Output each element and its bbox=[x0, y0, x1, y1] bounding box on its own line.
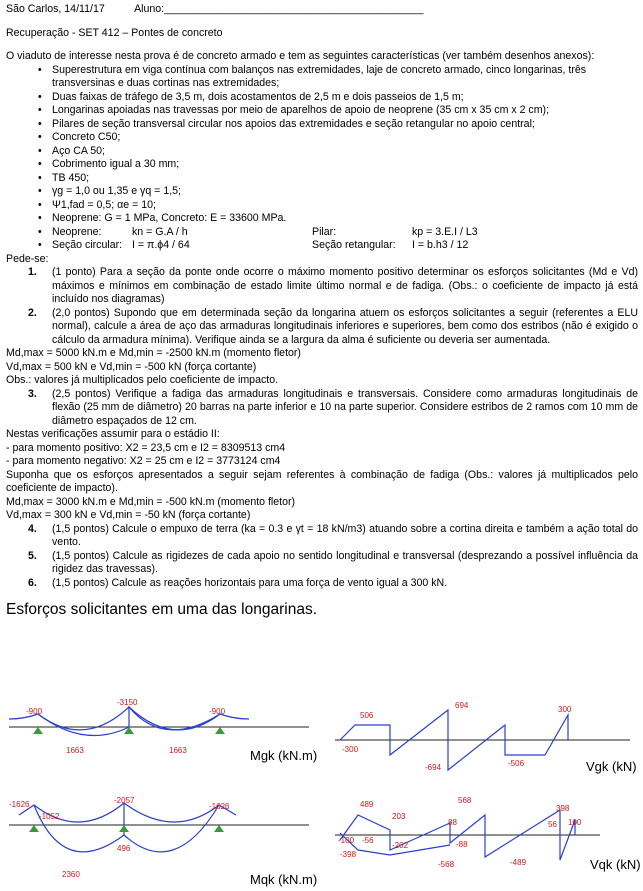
value-label: -88 bbox=[456, 840, 468, 849]
question-2-line: Vd,max = 500 kN e Vd,min = -500 kN (força cortante) bbox=[6, 360, 257, 373]
list-item: • TB 450; bbox=[38, 171, 90, 184]
value-label: -2057 bbox=[114, 796, 135, 805]
vgk-label: Vgk (kN) bbox=[586, 759, 637, 774]
list-item: • Cobrimento igual a 30 mm; bbox=[38, 158, 180, 170]
value-label: 100 bbox=[568, 818, 582, 827]
value-label: -694 bbox=[425, 763, 442, 772]
mgk-label: Mgk (kN.m) bbox=[250, 748, 318, 763]
list-item: • Longarinas apoiadas nas travessas por meio de aparelhos de apoio de neoprene (35 cm x 35 cm x 2 cm); bbox=[38, 104, 550, 116]
value-label: 398 bbox=[556, 804, 570, 813]
section-title: Esforços solicitantes em uma das longarinas. bbox=[6, 601, 318, 618]
value-label: -398 bbox=[340, 850, 357, 859]
list-item: • Aço CA 50; bbox=[38, 144, 105, 157]
value-label: -3150 bbox=[117, 698, 138, 707]
list-item-formulas: • Seção circular: I = π.ϕ4 / 64 Seção retangular: I = b.h3 / 12 bbox=[38, 239, 469, 251]
question-2-line: Md,max = 5000 kN.m e Md,min = -2500 kN.m (momento fletor) bbox=[6, 347, 301, 359]
student-field: Aluno:____________________________________________ bbox=[134, 3, 424, 15]
value-label: -100 bbox=[338, 836, 355, 845]
vqk-label: Vqk (kN) bbox=[590, 857, 641, 872]
question-3-line: Vd,max = 300 kN e Vd,min = -50 kN (força cortante) bbox=[6, 509, 251, 521]
list-item: • Concreto C50; bbox=[38, 131, 121, 143]
question-4: 4. (1,5 pontos) Calcule o empuxo de terra (ka = 0.3 e γt = 18 kN/m3) atuando sobre a cortina direita e também a ação total do vento. bbox=[28, 522, 638, 548]
value-label: 506 bbox=[360, 711, 374, 720]
pede-se-label: Pede-se: bbox=[6, 252, 49, 265]
question-1: 1. (1 ponto) Para a seção da ponte onde ocorre o máximo momento positivo determinar os esforços solicitantes (Md e Vd) máximos e mínimos em combinação de estado limite último normal e de fadiga. (Obs.: o coeficiente de impacto já está incluído nos diagramas) bbox=[28, 266, 638, 305]
value-label: 56 bbox=[548, 820, 557, 829]
value-label: 489 bbox=[360, 800, 374, 809]
value-label: -56 bbox=[362, 836, 374, 845]
value-label: 496 bbox=[117, 844, 131, 853]
place-date: São Carlos, 14/11/17 bbox=[6, 3, 105, 15]
value-label: 694 bbox=[455, 701, 469, 710]
value-label: 88 bbox=[448, 818, 457, 827]
value-label: 300 bbox=[558, 705, 572, 714]
value-label: -900 bbox=[209, 707, 226, 716]
document bbox=[6, 3, 638, 620]
mgk-diagram bbox=[4, 697, 314, 783]
question-3-line: Md,max = 3000 kN.m e Md,min = -500 kN.m (momento fletor) bbox=[6, 495, 296, 508]
list-item: • γg = 1,0 ou 1,35 e γq = 1,5; bbox=[38, 185, 181, 197]
question-3-line: Suponha que os esforços apresentados a seguir sejam referentes à combinação de fadiga (Obs.: valores já multiplicados pelo coeficiente de impacto). bbox=[6, 468, 638, 494]
list-item: • Ψ1,fad = 0,5; αe = 10; bbox=[38, 198, 156, 211]
mqk-label: Mqk (kN.m) bbox=[250, 872, 318, 887]
value-label: 1663 bbox=[169, 746, 187, 755]
value-label: -489 bbox=[510, 858, 527, 867]
value-label: 2360 bbox=[62, 870, 80, 879]
list-item: • Neoprene: G = 1 MPa, Concreto: E = 33600 MPa. bbox=[38, 212, 287, 224]
question-3-line: - para momento positivo: X2 = 23,5 cm e I2 = 8309513 cm4 bbox=[6, 441, 286, 454]
value-label: -202 bbox=[392, 841, 409, 850]
header-line bbox=[6, 3, 638, 17]
question-3-line: Nestas verificações assumir para o estádio II: bbox=[6, 428, 220, 440]
question-2-line: Obs.: valores já multiplicados pelo coeficiente de impacto. bbox=[6, 374, 279, 386]
subtitle: Recuperação - SET 412 – Pontes de concreto bbox=[6, 26, 223, 39]
question-6: 6. (1,5 pontos) Calcule as reações horizontais para uma força de vento igual a 300 kN. bbox=[28, 576, 448, 589]
list-item-formulas: • Neoprene: kn = G.A / h Pilar: kp = 3.E.I / L3 bbox=[38, 225, 478, 238]
value-label: -568 bbox=[438, 860, 455, 869]
list-item: • Duas faixas de tráfego de 3,5 m, dois acostamentos de 2,5 m e dois passeios de 1,5 m; bbox=[38, 90, 464, 103]
list-item: • Superestrutura em viga contínua com balanços nas extremidades, laje de concreto armado, cinco longarinas, três transversinas e duas cortinas nas extremidades; bbox=[38, 63, 587, 89]
question-2: 2. (2,0 pontos) Supondo que em determinada seção da longarina atuem os esforços solicitantes a seguir (referentes a ELU normal), calcule a área de aço das armaduras longitudinais inferiores e superiores, bem como dos estribos (não é exigido o cálculo da armadura mínima). Verifique ainda se a largura da alma é suficiente ou deveria ser aumentada. bbox=[28, 306, 638, 346]
value-label: 1663 bbox=[66, 746, 84, 755]
value-label: -1626 bbox=[9, 800, 30, 809]
support-icon bbox=[29, 825, 224, 832]
value-label: -1052 bbox=[39, 812, 60, 821]
value-label: 203 bbox=[392, 812, 406, 821]
question-5: 5. (1,5 pontos) Calcule as rigidezes de cada apoio no sentido longitudinal e transversal (desprezando a possível influência da rigidez das travessas). bbox=[28, 549, 638, 575]
question-3-line: - para momento negativo: X2 = 25 cm e I2 = 3773124 cm4 bbox=[6, 455, 281, 467]
intro-paragraph: O viaduto de interesse nesta prova é de concreto armado e tem as seguintes características (ver também desenhos anexos): bbox=[6, 50, 595, 62]
value-label: -900 bbox=[26, 707, 43, 716]
question-3: 3. (2,5 pontos) Verifique a fadiga das armaduras longitudinais e transversais. Considere como armaduras longitudinais de flexão (25 mm de diâmetro) 20 barras na parte inferior e 10 na parte superior. Considere estribos de 2 ramos com 10 mm de diâmetro espaçados de 12 cm. bbox=[28, 387, 638, 427]
value-label: -506 bbox=[508, 759, 525, 768]
list-item: • Pilares de seção transversal circular nos apoios das extremidades e seção retangular no apoio central; bbox=[38, 117, 535, 130]
value-label: -1626 bbox=[209, 802, 230, 811]
value-label: -300 bbox=[342, 745, 359, 754]
value-label: 568 bbox=[458, 796, 472, 805]
